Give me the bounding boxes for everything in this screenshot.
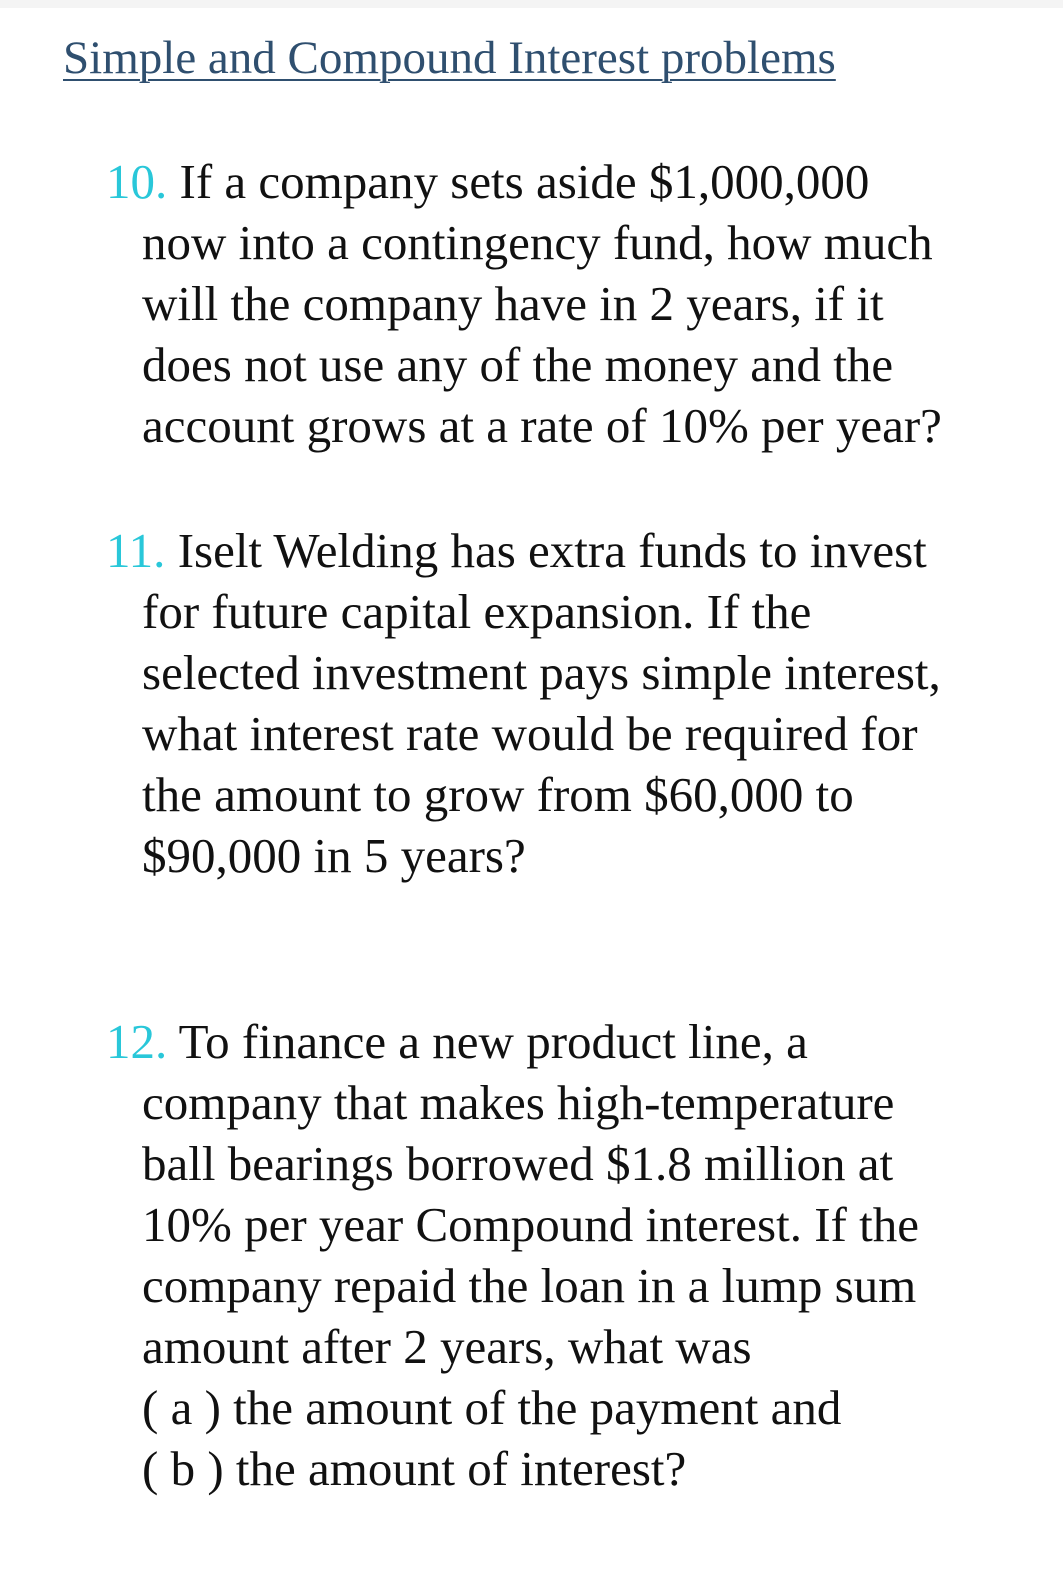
problem-number: 12.	[106, 1014, 168, 1069]
problem-line: company repaid the loan in a lump sum	[142, 1258, 917, 1313]
top-strip	[0, 0, 1063, 8]
problem-text: If a company sets aside $1,000,000	[179, 154, 870, 209]
problem-11	[106, 520, 941, 886]
problem-line: does not use any of the money and the	[142, 337, 894, 392]
problem-10	[106, 151, 942, 456]
problem-12	[106, 1011, 919, 1499]
problem-line: selected investment pays simple interest,	[142, 645, 941, 700]
problem-line: account grows at a rate of 10% per year?	[142, 398, 942, 453]
problem-line: ( b ) the amount of interest?	[142, 1441, 687, 1496]
problem-line: 10% per year Compound interest. If the	[142, 1197, 919, 1252]
problem-line: for future capital expansion. If the	[142, 584, 812, 639]
problem-line	[106, 520, 941, 581]
problem-line: ball bearings borrowed $1.8 million at	[142, 1136, 894, 1191]
problem-line: $90,000 in 5 years?	[142, 828, 526, 883]
problem-line	[106, 151, 942, 212]
problem-number: 10.	[106, 154, 168, 209]
page-title: Simple and Compound Interest problems	[63, 32, 836, 84]
problem-line: now into a contingency fund, how much	[142, 215, 933, 270]
problem-text: To finance a new product line, a	[178, 1014, 808, 1069]
problem-line: amount after 2 years, what was	[142, 1319, 752, 1374]
problem-number: 11.	[106, 523, 166, 578]
problem-line	[106, 1011, 919, 1072]
problem-line: company that makes high-temperature	[142, 1075, 895, 1130]
problem-line: the amount to grow from $60,000 to	[142, 767, 854, 822]
problem-line: what interest rate would be required for	[142, 706, 918, 761]
problem-line: will the company have in 2 years, if it	[142, 276, 884, 331]
problem-line: ( a ) the amount of the payment and	[142, 1380, 842, 1435]
problem-text: Iselt Welding has extra funds to invest	[177, 523, 927, 578]
